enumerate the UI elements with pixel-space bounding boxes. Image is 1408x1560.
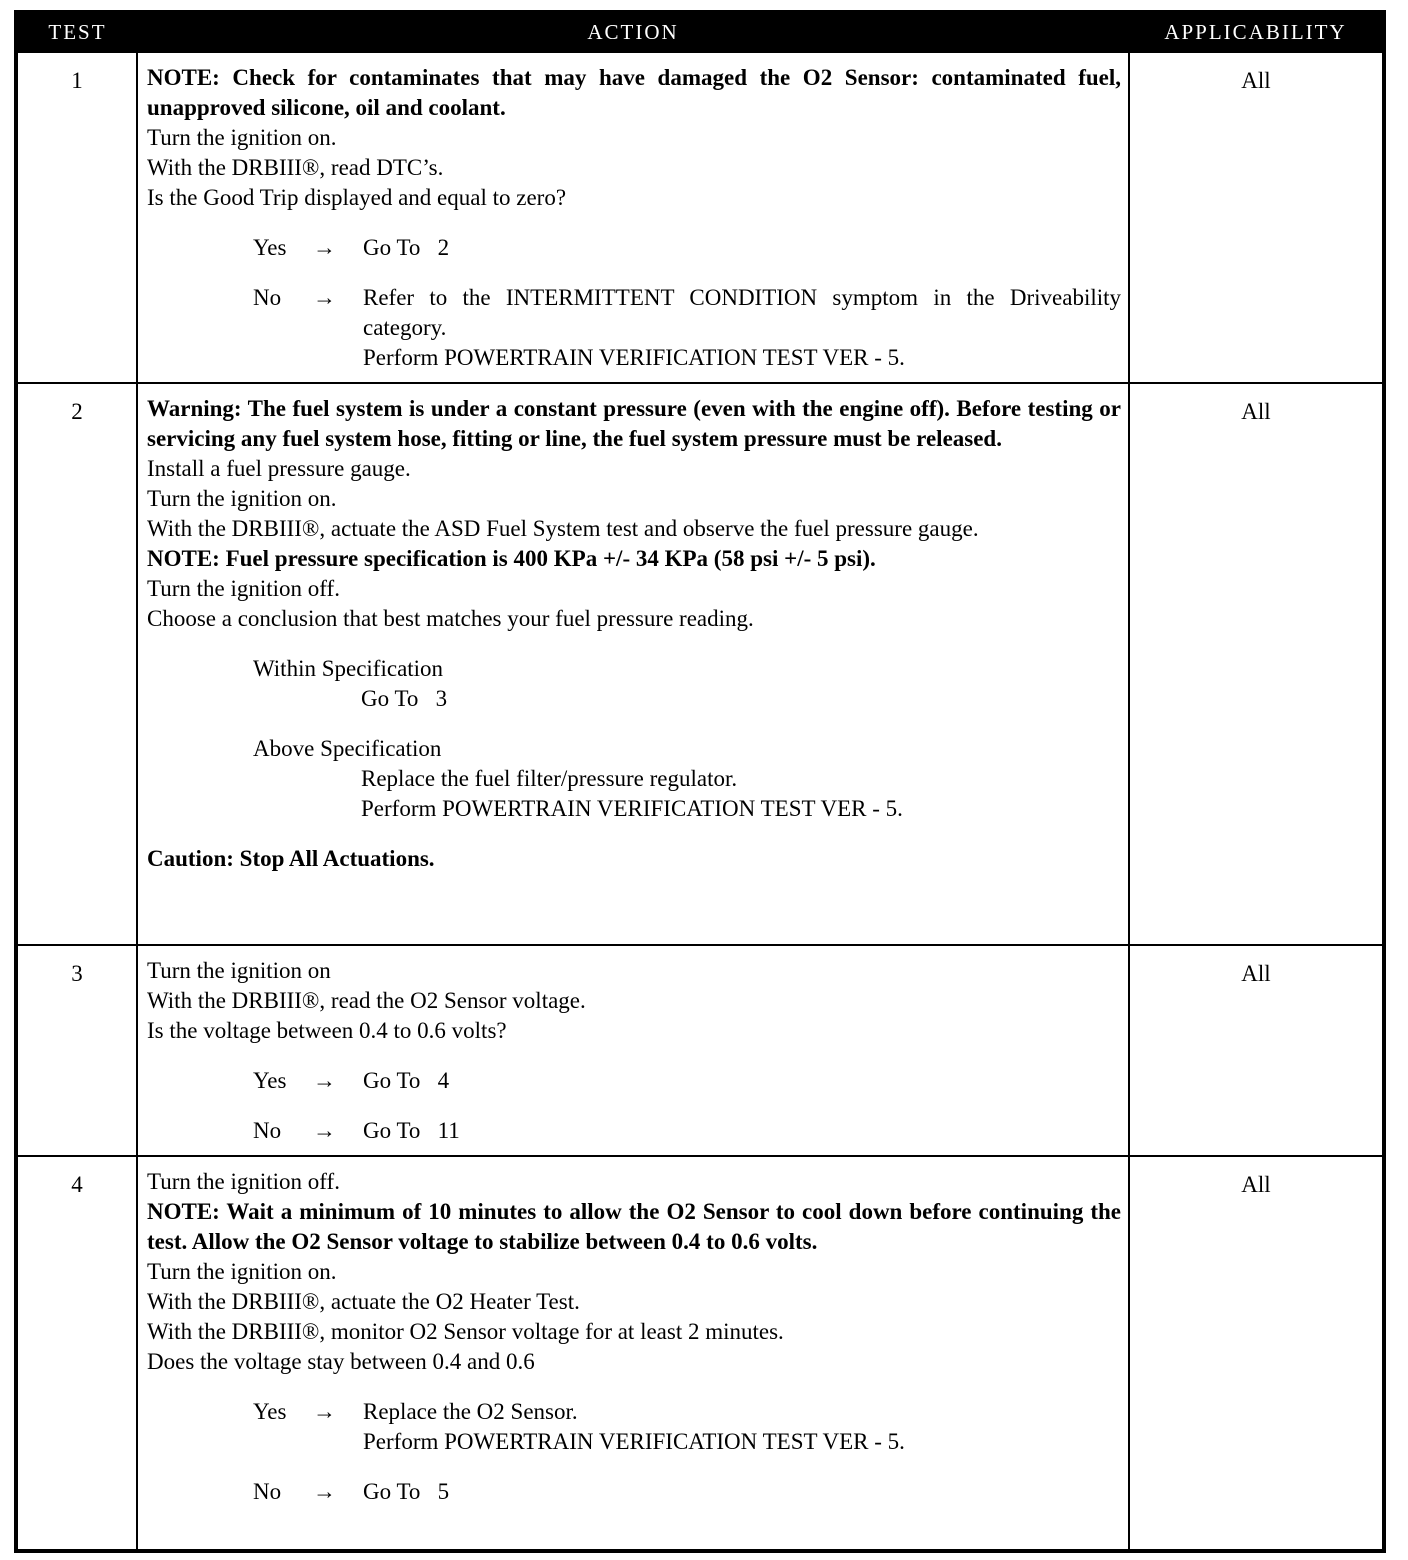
test-number: 3	[16, 945, 137, 1156]
table-row	[16, 383, 1384, 945]
instruction-text: Turn the ignition on.	[147, 1259, 337, 1284]
conclusion-option	[253, 734, 1121, 824]
test-number: 1	[16, 52, 137, 383]
result-text: Go To 3	[361, 686, 448, 711]
instruction-text: With the DRBIII®, read the O2 Sensor voltage.	[147, 988, 586, 1013]
right-arrow-icon: →	[313, 1479, 336, 1504]
instruction-text: Turn the ignition off.	[147, 1169, 340, 1194]
answer-result	[363, 233, 1121, 263]
answer-option	[253, 233, 1121, 263]
applicability-cell: All	[1129, 52, 1384, 383]
instruction-text: Turn the ignition on.	[147, 486, 337, 511]
instruction-text: Turn the ignition on	[147, 958, 331, 983]
note-text: Warning: The fuel system is under a constant pressure (even with the engine off). Before testing or servicing any fuel system hose, fitting or line, the fuel system pressure must be released.	[147, 396, 1121, 451]
instruction-text: With the DRBIII®, read DTC’s.	[147, 155, 444, 180]
conclusion-label: Within Specification	[253, 656, 444, 681]
action-cell	[137, 383, 1129, 945]
result-text: Replace the O2 Sensor.	[363, 1399, 578, 1424]
conclusion-label: Above Specification	[253, 736, 442, 761]
answer-label: Yes	[253, 1399, 287, 1424]
result-text: Go To 11	[363, 1118, 460, 1143]
answer-result	[363, 1066, 1121, 1096]
table-row	[16, 1156, 1384, 1551]
instruction-text: With the DRBIII®, monitor O2 Sensor voltage for at least 2 minutes.	[147, 1319, 784, 1344]
table-body	[16, 52, 1384, 1551]
instruction-text: Turn the ignition off.	[147, 576, 340, 601]
instruction-text: Install a fuel pressure gauge.	[147, 456, 411, 481]
right-arrow-icon: →	[313, 1399, 336, 1424]
answer-option	[253, 1116, 1121, 1146]
action-cell	[137, 1156, 1129, 1551]
conclusion-option	[253, 654, 1121, 714]
conclusion-result	[361, 764, 1121, 824]
caution-text: Caution: Stop All Actuations.	[147, 846, 435, 871]
result-text: Go To 4	[363, 1068, 450, 1093]
table-row	[16, 52, 1384, 383]
result-text: Go To 2	[363, 235, 450, 260]
answer-label: Yes	[253, 1068, 287, 1093]
answer-result	[363, 283, 1127, 373]
right-arrow-icon: →	[313, 1118, 336, 1143]
header-applicability: APPLICABILITY	[1129, 12, 1384, 52]
applicability-cell: All	[1129, 1156, 1384, 1551]
applicability-cell: All	[1129, 945, 1384, 1156]
answer-option	[253, 1397, 1121, 1457]
right-arrow-icon: →	[313, 1068, 336, 1093]
instruction-text: Turn the ignition on.	[147, 125, 337, 150]
note-text: NOTE: Check for contaminates that may have damaged the O2 Sensor: contaminated fuel, unapproved silicone, oil and coolant.	[147, 65, 1121, 120]
conclusion-result	[361, 684, 1121, 714]
table-row	[16, 945, 1384, 1156]
note-text: NOTE: Fuel pressure specification is 400 KPa +/- 34 KPa (58 psi +/- 5 psi).	[147, 546, 876, 571]
instruction-text: Is the voltage between 0.4 to 0.6 volts?	[147, 1018, 507, 1043]
applicability-cell: All	[1129, 383, 1384, 945]
answer-label: No	[253, 1479, 282, 1504]
instruction-text: Choose a conclusion that best matches your fuel pressure reading.	[147, 606, 754, 631]
right-arrow-icon: →	[313, 235, 336, 260]
answer-option	[253, 283, 1127, 373]
note-text: NOTE: Wait a minimum of 10 minutes to allow the O2 Sensor to cool down before continuing the test. Allow the O2 Sensor voltage to stabilize between 0.4 to 0.6 volts.	[147, 1199, 1121, 1254]
header-action: ACTION	[137, 12, 1129, 52]
diagnostic-test-table	[14, 10, 1386, 1553]
table-header-row	[16, 12, 1384, 52]
answer-option	[253, 1477, 1121, 1507]
answer-result	[363, 1397, 1121, 1457]
answer-result	[363, 1477, 1121, 1507]
result-text: Go To 5	[363, 1479, 450, 1504]
answer-option	[253, 1066, 1121, 1096]
instruction-text: With the DRBIII®, actuate the O2 Heater Test.	[147, 1289, 580, 1314]
action-cell	[137, 52, 1129, 383]
result-text: Replace the fuel filter/pressure regulator.	[361, 766, 738, 791]
instruction-text: Is the Good Trip displayed and equal to zero?	[147, 185, 567, 210]
instruction-text: With the DRBIII®, actuate the ASD Fuel System test and observe the fuel pressure gauge.	[147, 516, 979, 541]
result-text: Perform POWERTRAIN VERIFICATION TEST VER - 5.	[363, 345, 905, 370]
answer-label: No	[253, 1118, 282, 1143]
result-text: Perform POWERTRAIN VERIFICATION TEST VER - 5.	[361, 796, 903, 821]
result-text: Perform POWERTRAIN VERIFICATION TEST VER - 5.	[363, 1429, 905, 1454]
header-test: TEST	[16, 12, 137, 52]
test-number: 4	[16, 1156, 137, 1551]
result-text: Refer to the INTERMITTENT CONDITION symptom in the Driveability category.	[363, 285, 1127, 340]
answer-label: Yes	[253, 235, 287, 260]
answer-label: No	[253, 285, 282, 310]
instruction-text: Does the voltage stay between 0.4 and 0.6	[147, 1349, 535, 1374]
test-number: 2	[16, 383, 137, 945]
right-arrow-icon: →	[313, 285, 336, 310]
answer-result	[363, 1116, 1121, 1146]
action-cell	[137, 945, 1129, 1156]
